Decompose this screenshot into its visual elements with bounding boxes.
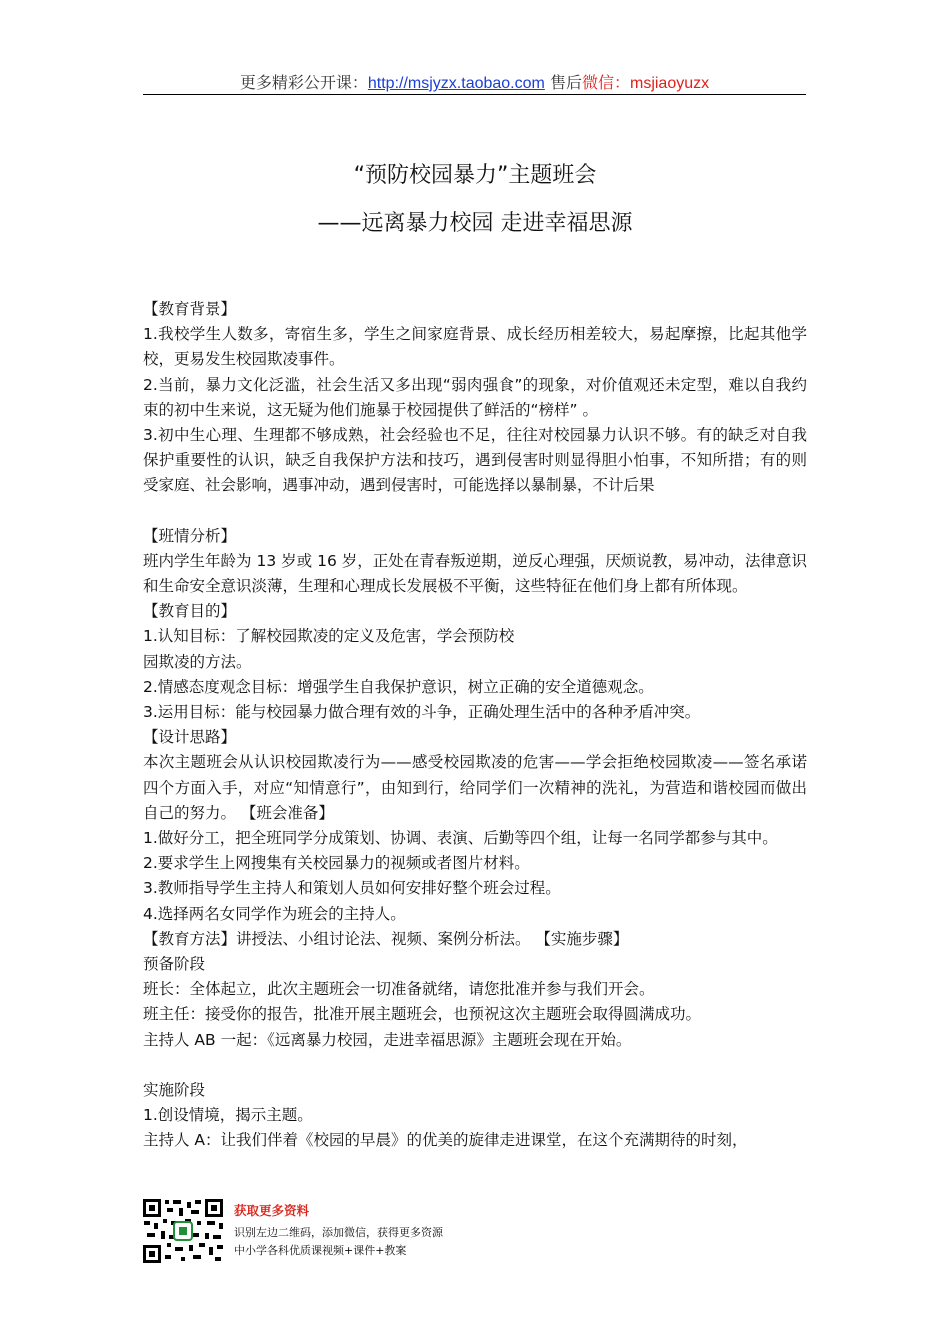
header-wechat-id: msjiaoyuzx (629, 75, 710, 92)
paragraph: 1.我校学生人数多，寄宿生多，学生之间家庭背景、成长经历相差较大，易起摩擦，比起其他学校，更易发生校园欺凌事件。 (143, 325, 807, 369)
paragraph: 预备阶段 (143, 955, 206, 974)
document-title: “预防校园暴力”主题班会 (353, 163, 597, 188)
document-subtitle: ——远离暴力校园 走进幸福思源 (317, 211, 633, 236)
paragraph: 4.选择两名女同学作为班会的主持人。 (143, 904, 406, 923)
document-body (143, 297, 807, 1154)
paragraph: 2.当前，暴力文化泛滥，社会生活又多出现“弱肉强食”的现象，对价值观还未定型，难以自我约束的初中生来说，这无疑为他们施暴于校园提供了鲜活的“榜样” 。 (143, 375, 807, 419)
promo-instruction: 识别左边二维码，添加微信，获得更多资源 (234, 1226, 443, 1239)
paragraph-gap (143, 499, 807, 524)
paragraph: 【教育目的】 (143, 602, 237, 621)
paragraph: 3.教师指导学生主持人和策划人员如何安排好整个班会过程。 (143, 879, 561, 898)
paragraph: 班长：全体起立，此次主题班会一切准备就绪，请您批准并参与我们开会。 (143, 980, 655, 999)
paragraph: 【设计思路】 (143, 728, 237, 747)
paragraph: 班主任：接受你的报告，批准开展主题班会，也预祝这次主题班会取得圆满成功。 (143, 1005, 702, 1024)
paragraph: 1.做好分工，把全班同学分成策划、协调、表演、后勤等四个组，让每一名同学都参与其中。 (143, 829, 778, 848)
page-header (143, 70, 806, 95)
paragraph: 实施阶段 (143, 1080, 206, 1099)
shop-link[interactable]: http://msjyzx.taobao.com (367, 75, 545, 92)
paragraph-gap (143, 1053, 807, 1078)
paragraph: 3.初中生心理、生理都不够成熟，社会经验也不足，往往对校园暴力认识不够。有的缺乏对自我保护重要性的认识，缺乏自我保护方法和技巧，遇到侵害时则显得胆小怕事，不知所措；有的则受家庭、社会影响，遇事冲动，遇到侵害时，可能选择以暴制暴，不计后果 (143, 426, 807, 495)
paragraph: 【教育方法】讲授法、小组讨论法、视频、案例分析法。 【实施步骤】 (143, 929, 629, 948)
paragraph: 1.认知目标：了解校园欺凌的定义及危害，学会预防校 (143, 627, 515, 646)
promo-heading: 获取更多资料 (234, 1203, 310, 1218)
qr-code-icon[interactable] (141, 1197, 225, 1265)
paragraph: 【班情分析】 (143, 526, 237, 545)
paragraph: 2.要求学生上网搜集有关校园暴力的视频或者图片材料。 (143, 854, 530, 873)
paragraph: 3.运用目标：能与校园暴力做合理有效的斗争，正确处理生活中的各种矛盾冲突。 (143, 703, 701, 722)
footer-promo (141, 1197, 481, 1267)
paragraph: 本次主题班会从认识校园欺凌行为——感受校园欺凌的危害——学会拒绝校园欺凌——签名承诺四个方面入手，对应“知情意行”，由知到行，给同学们一次精神的洗礼，为营造和谐校园而做出自己的努力。 【班会准备】 (143, 753, 807, 822)
paragraph: 2.情感态度观念目标：增强学生自我保护意识，树立正确的安全道德观念。 (143, 677, 654, 696)
header-wechat-label: 微信： (581, 73, 630, 92)
paragraph: 【教育背景】 (143, 300, 237, 318)
header-after-sales: 售后 (549, 73, 582, 92)
paragraph: 主持人 AB 一起：《远离暴力校园，走进幸福思源》主题班会现在开始。 (143, 1030, 632, 1049)
paragraph: 园欺凌的方法。 (143, 652, 252, 671)
paragraph: 主持人 A：让我们伴着《校园的早晨》的优美的旋律走进课堂，在这个充满期待的时刻， (143, 1131, 748, 1150)
header-prefix: 更多精彩公开课： (239, 73, 368, 92)
paragraph: 1.创设情境，揭示主题。 (143, 1106, 313, 1125)
promo-description: 中小学各科优质课视频+课件+教案 (234, 1244, 407, 1257)
paragraph: 班内学生年龄为 13 岁或 16 岁，正处在青春叛逆期，逆反心理强，厌烦说教，易冲动，法律意识和生命安全意识淡薄，生理和心理成长发展极不平衡，这些特征在他们身上都有所体现。 (143, 551, 807, 596)
